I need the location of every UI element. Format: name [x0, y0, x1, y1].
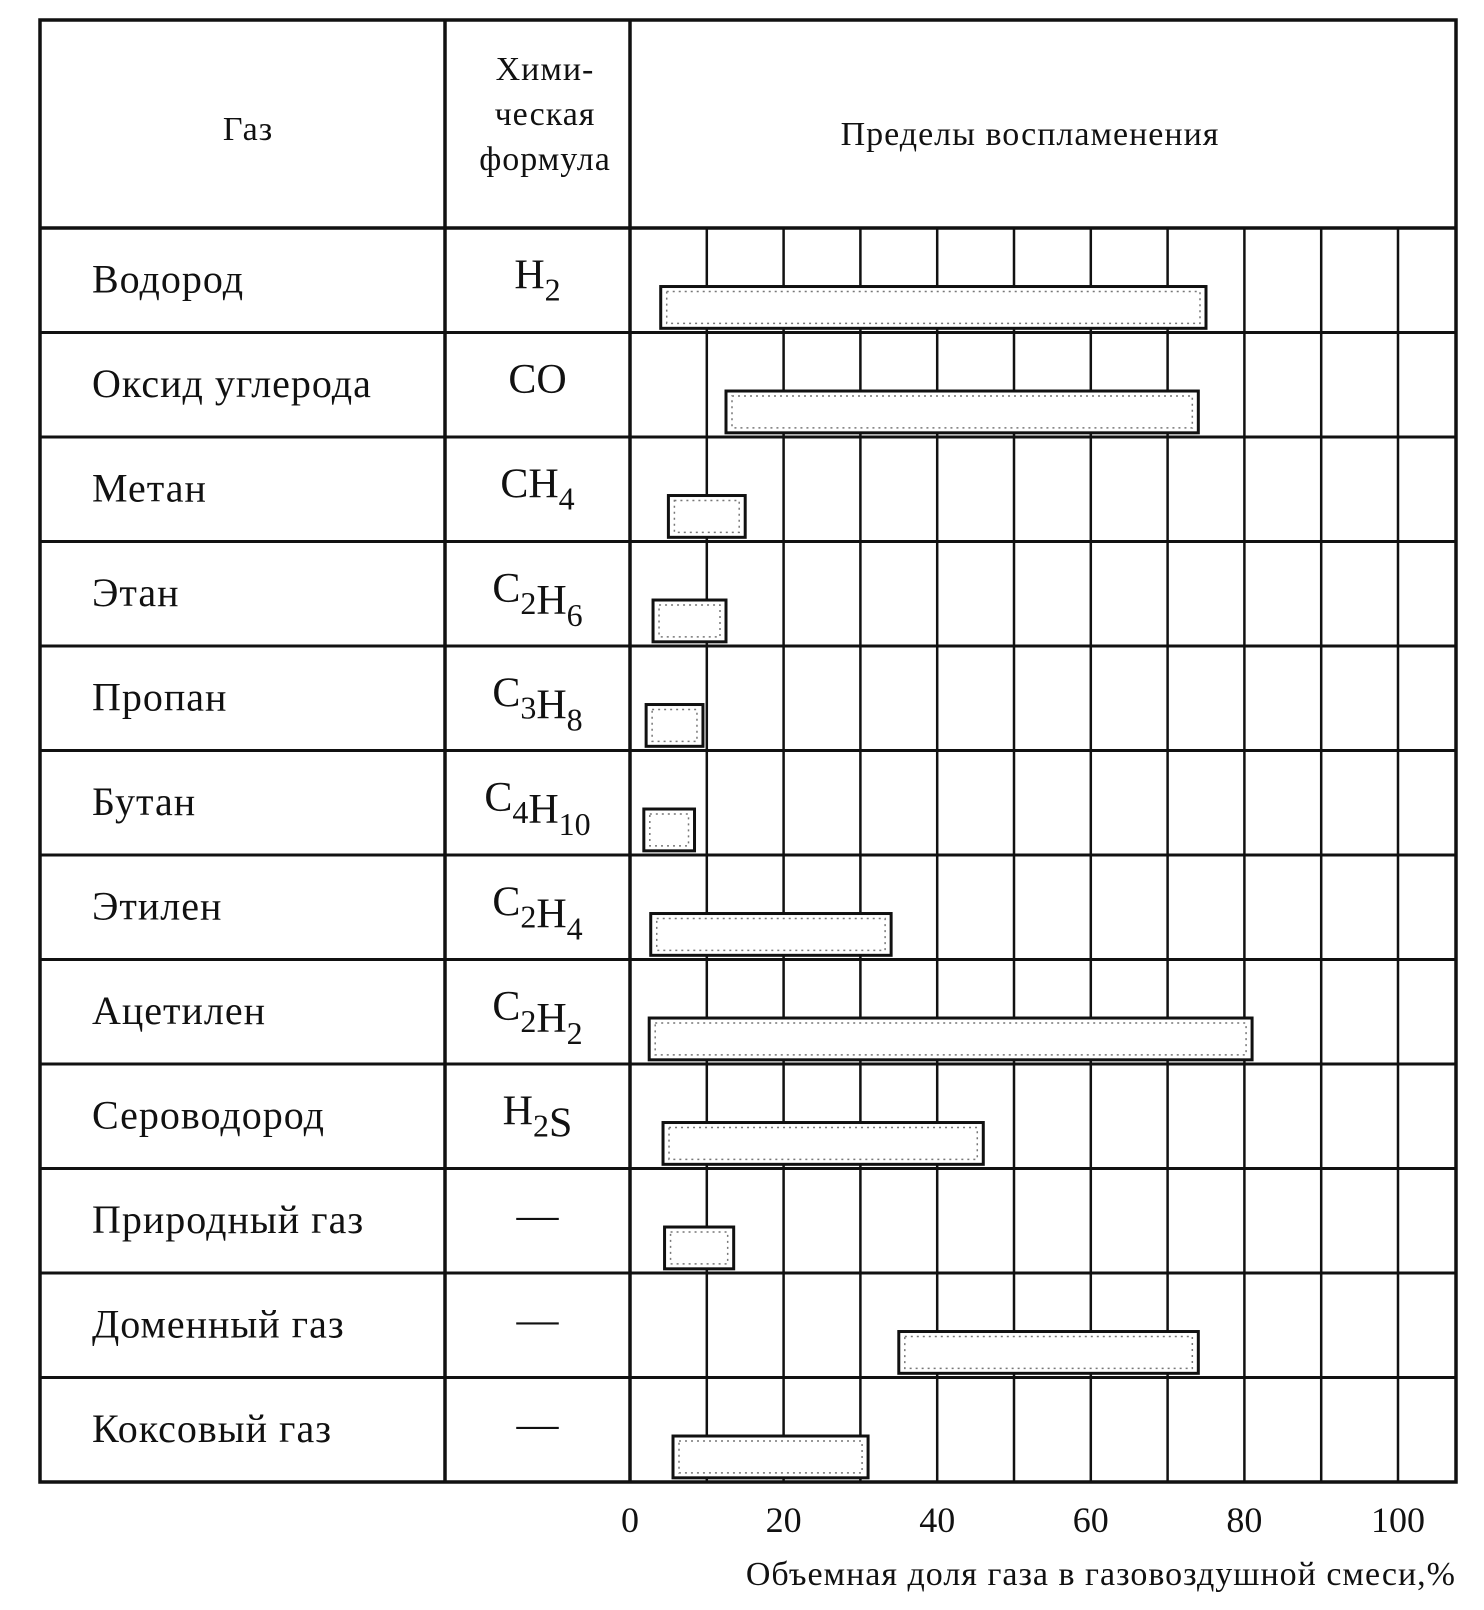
range-bar: [668, 496, 745, 538]
chemical-formula: [508, 357, 566, 403]
formula-text: C: [484, 774, 513, 821]
formula-text: CH: [500, 461, 559, 508]
chemical-formula: [492, 670, 582, 737]
gas-name: Водород: [92, 256, 245, 302]
range-bar: [653, 600, 726, 642]
gas-name: Природный газ: [92, 1196, 365, 1242]
formula-text: H: [514, 252, 545, 299]
gas-name: Сероводород: [92, 1092, 325, 1138]
formula-subscript: 10: [558, 805, 591, 842]
chemical-formula: [492, 566, 582, 633]
formula-text: C: [492, 670, 521, 717]
formula-subscript: 2: [520, 898, 537, 935]
range-bar: [726, 391, 1198, 433]
header-gas: Газ: [222, 111, 274, 148]
formula-subscript: 2: [566, 1014, 583, 1051]
chemical-formula: [484, 775, 590, 842]
header-formula-line-2: ческая: [494, 96, 596, 133]
chemical-formula: [500, 461, 574, 516]
x-tick-label: 100: [1371, 1500, 1425, 1540]
gas-name: Ацетилен: [92, 987, 267, 1033]
gas-name: Этан: [92, 569, 180, 615]
x-tick-label: 40: [919, 1500, 956, 1540]
header-formula-line-3: формула: [479, 141, 611, 178]
table-header: [223, 51, 1220, 178]
formula-text: H: [502, 1088, 533, 1135]
formula-subscript: 2: [544, 271, 561, 308]
gas-name: Коксовый газ: [92, 1405, 333, 1451]
formula-text: H: [536, 577, 567, 624]
formula-subscript: 2: [520, 584, 537, 621]
range-bar: [646, 705, 703, 747]
header-formula-line-1: Хими-: [495, 51, 595, 88]
x-tick-label: 20: [765, 1500, 802, 1540]
x-tick-label: 60: [1072, 1500, 1109, 1540]
range-bar: [673, 1436, 868, 1478]
chemical-formula: [514, 252, 560, 307]
gas-name: Оксид углерода: [92, 360, 372, 406]
row-labels: [92, 252, 591, 1451]
formula-text: C: [492, 879, 521, 926]
chemical-formula: [492, 879, 582, 946]
chemical-formula: [516, 1402, 560, 1448]
gas-name: Этилен: [92, 883, 223, 929]
formula-text: —: [516, 1401, 559, 1448]
formula-subscript: 6: [566, 596, 583, 633]
bars-layer: [644, 287, 1252, 1478]
formula-subscript: 2: [532, 1107, 549, 1144]
x-axis: [621, 1500, 1425, 1540]
gas-name: Доменный газ: [92, 1301, 345, 1347]
chemical-formula: [503, 1088, 573, 1146]
formula-text: H: [536, 682, 567, 729]
chemical-formula: [492, 984, 582, 1051]
chemical-formula: [516, 1297, 560, 1343]
formula-subscript: 4: [512, 793, 529, 830]
x-axis-label: Объемная доля газа в газовоздушной смеси,%: [745, 1556, 1456, 1593]
chemical-formula: [516, 1193, 560, 1239]
range-bar: [663, 1123, 983, 1165]
formula-text: CO: [508, 356, 567, 403]
formula-text: H: [536, 891, 567, 938]
formula-subscript: 4: [558, 480, 575, 517]
formula-text: C: [492, 983, 521, 1030]
gas-name: Пропан: [92, 674, 228, 720]
range-bar: [651, 914, 891, 956]
gas-name: Бутан: [92, 778, 197, 824]
formula-subscript: 4: [566, 910, 583, 947]
range-bar: [644, 809, 695, 851]
formula-text: —: [516, 1297, 559, 1344]
formula-subscript: 8: [566, 701, 583, 738]
x-tick-label: 0: [621, 1500, 639, 1540]
x-tick-label: 80: [1226, 1500, 1263, 1540]
formula-text: H: [528, 786, 559, 833]
range-bar: [649, 1018, 1252, 1060]
formula-subscript: 2: [520, 1002, 537, 1039]
formula-text: —: [516, 1192, 559, 1239]
range-bar: [899, 1332, 1199, 1374]
gas-name: Метан: [92, 465, 207, 511]
formula-text: C: [492, 565, 521, 612]
formula-text: S: [548, 1100, 573, 1147]
range-bar: [661, 287, 1206, 329]
range-bar: [665, 1227, 734, 1269]
formula-subscript: 3: [520, 689, 537, 726]
header-limits: Пределы воспламенения: [840, 116, 1220, 153]
formula-text: H: [536, 995, 567, 1042]
